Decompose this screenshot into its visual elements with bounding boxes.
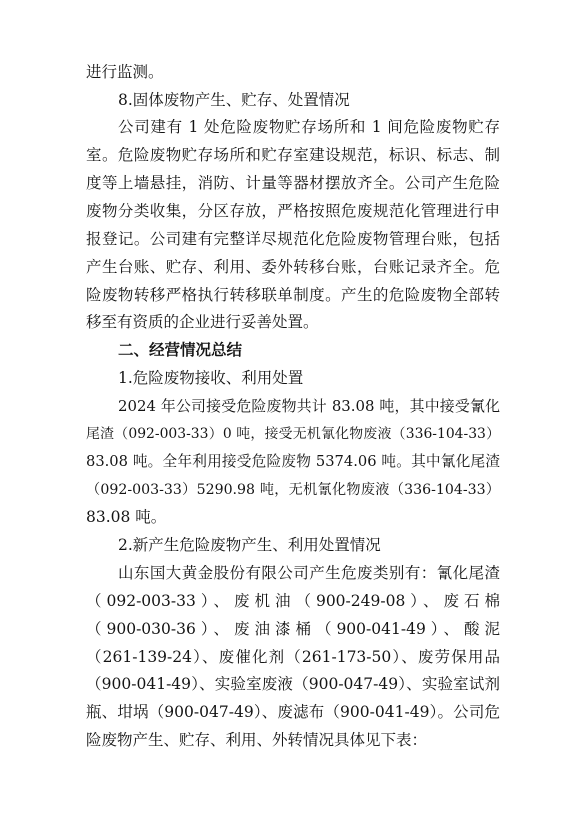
paragraph-line: 瓶、坩埚（900-047-49）、废滤布（900-041-49）。公司危 xyxy=(86,703,500,721)
paragraph-line: 尾渣（092-003-33）0 吨，接受无机氰化物废液（336-104-33） xyxy=(86,426,500,442)
paragraph-line: 险废物产生、贮存、利用、外转情况具体见下表： xyxy=(86,731,428,749)
paragraph-line: 山东国大黄金股份有限公司产生危废类别有：氰化尾渣 xyxy=(118,564,500,582)
paragraph-line: 83.08 吨。全年利用接受危险废物 5374.06 吨。其中氰化尾渣 xyxy=(86,453,500,470)
paragraph-line: （092-003-33）、废机油（900-249-08）、废石棉 xyxy=(86,592,500,610)
paragraph-line: 废物分类收集，分区存放，严格按照危废规范化管理进行申 xyxy=(86,202,500,220)
paragraph-line: 险废物转移严格执行转移联单制度。产生的危险废物全部转 xyxy=(86,286,500,304)
section-heading: 8.固体废物产生、贮存、处置情况 xyxy=(118,91,350,109)
section-title: 二、经营情况总结 xyxy=(118,341,243,359)
paragraph-line: 室。危险废物贮存场所和贮存室建设规范，标识、标志、制 xyxy=(86,146,500,164)
paragraph-line: （900-030-36）、废油漆桶（900-041-49）、酸泥 xyxy=(86,620,500,638)
paragraph-line: 度等上墙悬挂，消防、计量等器材摆放齐全。公司产生危险 xyxy=(86,174,500,192)
paragraph-line: 公司建有 1 处危险废物贮存场所和 1 间危险废物贮存 xyxy=(118,118,500,136)
paragraph-line: 移至有资质的企业进行妥善处置。 xyxy=(86,313,319,331)
paragraph-line: 83.08 吨。 xyxy=(86,508,167,526)
subsection-heading: 1.危险废物接收、利用处置 xyxy=(118,369,304,387)
paragraph-line: （900-041-49）、实验室废液（900-047-49）、实验室试剂 xyxy=(86,675,500,693)
text-line: 进行监测。 xyxy=(86,63,164,81)
paragraph-line: 产生台账、贮存、利用、委外转移台账，台账记录齐全。危 xyxy=(86,258,500,276)
paragraph-line: （092-003-33）5290.98 吨，无机氰化物废液（336-104-33） xyxy=(86,482,500,498)
paragraph-line: 2024 年公司接受危险废物共计 83.08 吨，其中接受氰化 xyxy=(118,397,500,415)
paragraph-line: （261-139-24）、废催化剂（261-173-50）、废劳保用品 xyxy=(86,648,500,666)
paragraph-line: 报登记。公司建有完整详尽规范化危险废物管理台账，包括 xyxy=(86,230,500,248)
subsection-heading: 2.新产生危险废物产生、利用处置情况 xyxy=(118,536,381,554)
